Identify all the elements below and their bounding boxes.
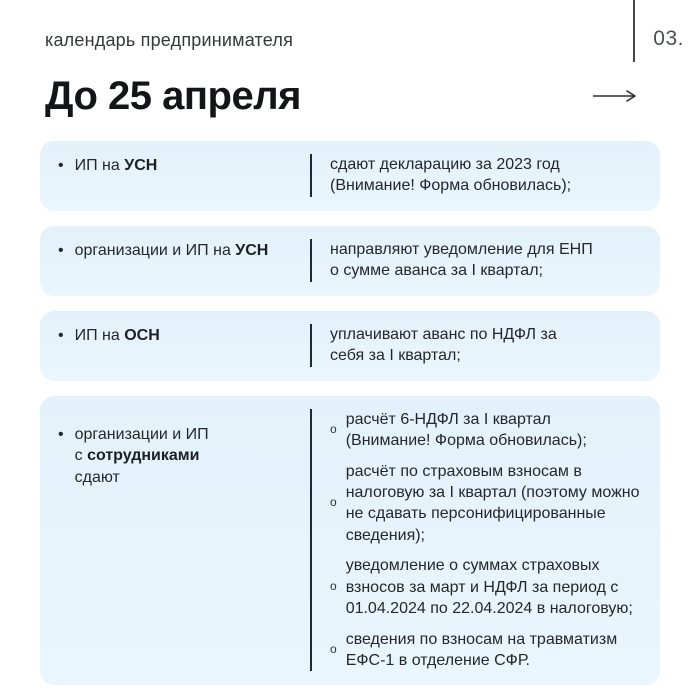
obligation-text: сведения по взносам на травматизм ЕФС-1 в отделение СФР. xyxy=(345,630,618,669)
title-row xyxy=(45,70,638,122)
audience-line xyxy=(75,445,209,467)
obligation-item xyxy=(330,555,640,619)
deadline-card-2 xyxy=(40,226,660,296)
obligation-item xyxy=(330,324,640,367)
card-audience xyxy=(58,324,310,347)
obligation-item xyxy=(330,629,640,672)
page-number: 03. xyxy=(653,27,684,50)
audience-term-bold: ОСН xyxy=(124,326,160,344)
audience-line xyxy=(75,467,209,489)
card-audience xyxy=(58,154,310,177)
bullet-icon: • xyxy=(58,425,64,443)
deadline-card-4 xyxy=(40,396,660,686)
obligation-item xyxy=(330,154,640,197)
card-obligations xyxy=(310,324,640,367)
audience-term: ИП на xyxy=(74,157,125,174)
card-obligations xyxy=(310,154,640,197)
bullet-icon: • xyxy=(58,157,64,174)
page-kicker: календарь предпринимателя xyxy=(45,30,294,50)
obligation-text: направляют уведомление для ЕНП о сумме аванса за I квартал; xyxy=(330,240,593,280)
card-obligations xyxy=(310,239,640,282)
obligation-item xyxy=(330,239,640,282)
card-audience-label xyxy=(75,155,158,177)
circle-marker-icon: o xyxy=(330,422,337,437)
card-audience-label xyxy=(75,240,269,262)
obligation-item xyxy=(330,461,640,547)
audience-line xyxy=(75,155,158,177)
audience-line xyxy=(75,240,269,262)
audience-term-bold: УСН xyxy=(235,241,269,259)
card-audience xyxy=(58,409,310,489)
circle-marker-icon: o xyxy=(330,642,337,656)
bullet-icon: • xyxy=(58,241,64,259)
obligation-text: уведомление о суммах страховых взносов за март и НДФЛ за период с 01.04.2024 по 22.04.2024 в налоговую; xyxy=(345,557,633,618)
audience-term: организации и ИП xyxy=(74,425,209,443)
deadline-card-1 xyxy=(40,141,660,211)
audience-line xyxy=(75,424,209,446)
audience-term: ИП на xyxy=(74,326,125,344)
bullet-icon: • xyxy=(58,326,64,344)
page-number-divider xyxy=(633,0,635,62)
card-obligations xyxy=(310,409,640,672)
long-right-arrow-icon xyxy=(592,89,638,103)
audience-term-bold: сотрудниками xyxy=(87,447,200,465)
audience-term: с xyxy=(74,447,88,465)
audience-term: сдают xyxy=(74,468,120,486)
deadline-cards xyxy=(40,141,660,685)
audience-term: организации и ИП на xyxy=(74,241,236,259)
obligation-text: сдают декларацию за 2023 год (Внимание! Форма обновилась); xyxy=(330,156,572,195)
audience-term-bold: УСН xyxy=(124,157,158,174)
circle-marker-icon: o xyxy=(330,495,337,510)
card-audience xyxy=(58,239,310,262)
obligation-text: уплачивают аванс по НДФЛ за себя за I квартал; xyxy=(330,325,557,365)
page-title: До 25 апреля xyxy=(45,73,301,118)
obligation-item xyxy=(330,409,640,452)
audience-line xyxy=(75,325,160,347)
circle-marker-icon: o xyxy=(330,579,337,594)
card-audience-label xyxy=(75,424,209,489)
deadline-card-3 xyxy=(40,311,660,381)
card-audience-label xyxy=(75,325,160,347)
obligation-text: расчёт 6-НДФЛ за I квартал (Внимание! Форма обновилась); xyxy=(345,410,587,450)
obligation-text: расчёт по страховым взносам в налоговую за I квартал (поэтому можно не сдавать персонифицированные сведения); xyxy=(345,462,640,544)
